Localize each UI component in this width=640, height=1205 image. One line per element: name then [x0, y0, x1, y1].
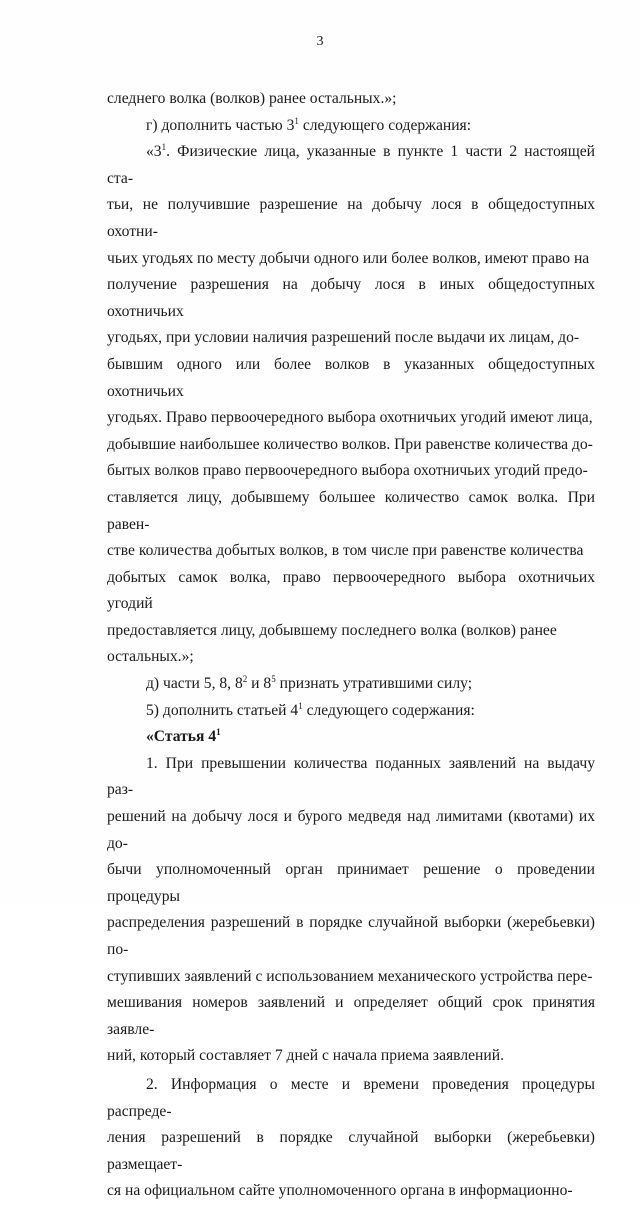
- line-article-point-1: ний, который составляет 7 дней с начала приема заявлений.: [107, 1047, 504, 1065]
- line-article-point-1: мешивания номеров заявлений и определяет общий срок принятия заявле-: [107, 994, 595, 1038]
- paragraph-amendment-g: г) дополнить частью $3^1$ следующего содержания:: [146, 115, 472, 134]
- line-part-3-1: предоставляется лицу, добывшему последнего волка (волков) ранее: [107, 621, 557, 639]
- page-number: 3: [316, 34, 324, 49]
- line-part-3-1: бывшим одного или более волков в указанных общедоступных охотничьих: [107, 355, 595, 400]
- line-part-3-1: остальных.»;: [107, 648, 194, 666]
- line-article-point-2: ся на официальном сайте уполномоченного органа в информационно-: [107, 1182, 573, 1200]
- paragraph-continuation: следнего волка (волков) ранее остальных.»;: [107, 90, 397, 107]
- paragraph-item-5: 5) дополнить статьей $4^1$ следующего содержания:: [146, 700, 475, 719]
- line-part-3-1: добывшие наибольшее количество волков. При равенстве количества до-: [107, 435, 593, 453]
- line-part-3-1: угодьях, при условии наличия разрешений после выдачи их лицам, до-: [107, 329, 580, 347]
- line-article-point-1: 1. При превышении количества поданных заявлений на выдачу раз-: [107, 754, 595, 799]
- paragraph-amendment-d: д) части 5, 8, $8^2$ и $8^5$ признать утратившими силу;: [146, 674, 473, 693]
- line-article-point-1: ступивших заявлений с использованием механического устройства пере-: [107, 967, 593, 985]
- line-part-3-1: угодьях. Право первоочередного выбора охотничьих угодий имеют лица,: [107, 409, 593, 427]
- line-part-3-1: чьих угодьях по месту добычи одного или более волков, имеют право на: [107, 249, 590, 267]
- line-part-3-1: стве количества добытых волков, в том числе при равенстве количества: [107, 542, 584, 560]
- line-part-3-1: «$3^1$. Физические лица, указанные в пункте 1 части 2 настоящей ста-: [107, 142, 595, 187]
- line-part-3-1: добытых самок волка, право первоочередного выбора охотничьих угодий: [107, 568, 595, 613]
- line-article-point-1: распределения разрешений в порядке случайной выборки (жеребьевки) по-: [107, 914, 595, 958]
- document-body: [107, 86, 595, 1205]
- line-part-3-1: бытых волков право первоочередного выбора охотничьих угодий предо-: [107, 462, 588, 480]
- line-part-3-1: получение разрешения на добычу лося в иных общедоступных охотничьих: [107, 276, 595, 320]
- line-article-point-1: решений на добычу лося и бурого медведя над лимитами (квотами) их до-: [107, 808, 595, 852]
- article-heading: «Статья $4^1$: [146, 727, 221, 746]
- line-part-3-1: тьи, не получившие разрешение на добычу лося в общедоступных охотни-: [107, 196, 595, 240]
- line-article-point-2: ления разрешений в порядке случайной выборки (жеребьевки) размещает-: [107, 1129, 595, 1173]
- line-article-point-2: 2. Информация о месте и времени проведения процедуры распреде-: [107, 1075, 595, 1120]
- line-part-3-1: ставляется лицу, добывшему большее количество самок волка. При равен-: [107, 488, 595, 533]
- line-article-point-1: бычи уполномоченный орган принимает решение о проведении процедуры: [107, 861, 595, 905]
